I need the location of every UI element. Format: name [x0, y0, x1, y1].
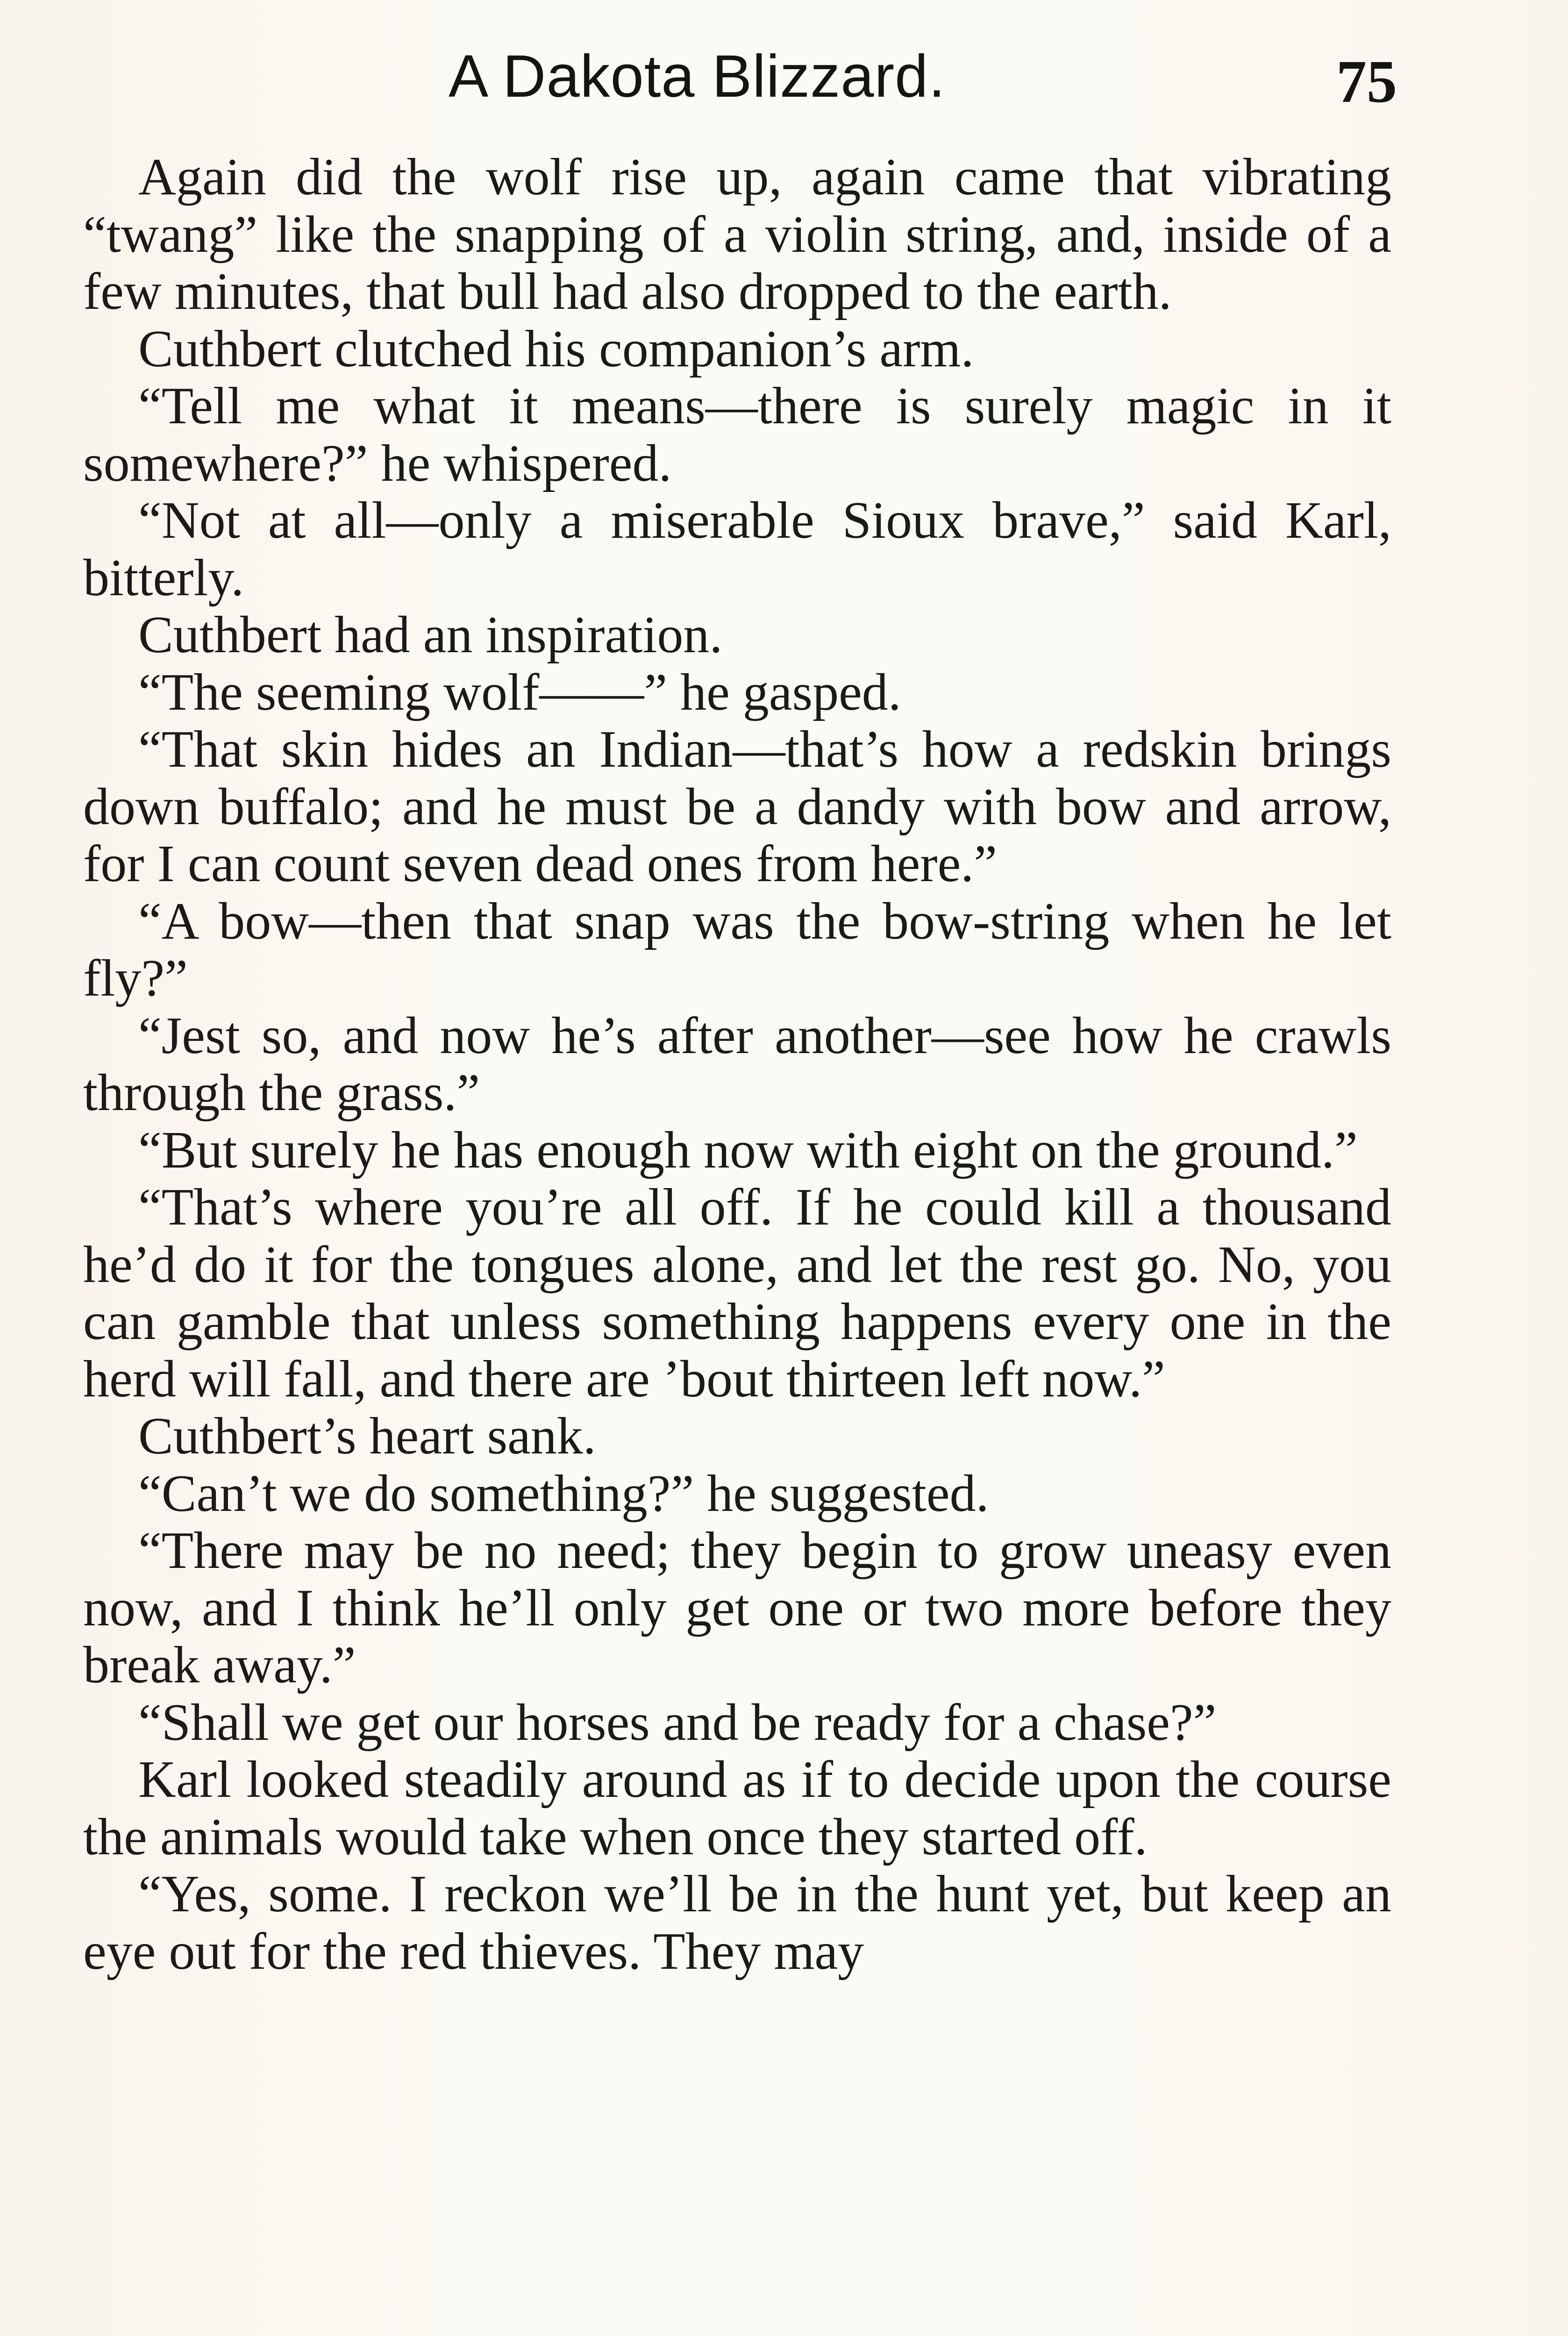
page-number: 75 — [1336, 48, 1397, 115]
paragraph: “The seeming wolf——” he gasped. — [138, 663, 901, 721]
paragraph: “That’s where you’re all off. If he could kill a thousand he’d do it for the tongues alone, and let the rest go. No, you can gamble that unless something happens every one in the herd will fall, and there are ’bout thirteen left now.” — [83, 1178, 1391, 1408]
paragraph: “Yes, some. I reckon we’ll be in the hunt yet, but keep an eye out for the red thieves. They may — [83, 1865, 1391, 1980]
paragraph: “There may be no need; they begin to grow uneasy even now, and I think he’ll only get one or two more before they break away.” — [83, 1522, 1391, 1694]
paragraph: “That skin hides an Indian—that’s how a redskin brings down buffalo; and he must be a dandy with bow and arrow, for I can count seven dead ones from here.” — [83, 720, 1391, 893]
paragraph: “Can’t we do something?” he suggested. — [138, 1464, 989, 1523]
paragraph: Karl looked steadily around as if to decide upon the course the animals would take when once they started off. — [83, 1751, 1391, 1866]
paragraph: Cuthbert clutched his companion’s arm. — [138, 320, 974, 378]
body-text — [83, 149, 1391, 1980]
paragraph: “Jest so, and now he’s after another—see how he crawls through the grass.” — [83, 1006, 1391, 1122]
paragraph: Cuthbert had an inspiration. — [138, 606, 723, 664]
paragraph: “Shall we get our horses and be ready for a chase?” — [138, 1693, 1217, 1752]
paragraph: “Not at all—only a miserable Sioux brave,” said Karl, bitterly. — [83, 491, 1391, 607]
paragraph: “A bow—then that snap was the bow-string when he let fly?” — [83, 892, 1391, 1007]
paragraph: Again did the wolf rise up, again came that vibrating “twang” like the snapping of a violin string, and, inside of a few minutes, that bull had also dropped to the earth. — [83, 148, 1391, 320]
paragraph: “Tell me what it means—there is surely magic in it somewhere?” he whispered. — [83, 377, 1391, 492]
running-title: A Dakota Blizzard. — [449, 43, 946, 110]
running-head — [84, 42, 1397, 115]
paragraph: Cuthbert’s heart sank. — [138, 1407, 596, 1465]
paragraph: “But surely he has enough now with eight on the ground.” — [138, 1121, 1358, 1179]
